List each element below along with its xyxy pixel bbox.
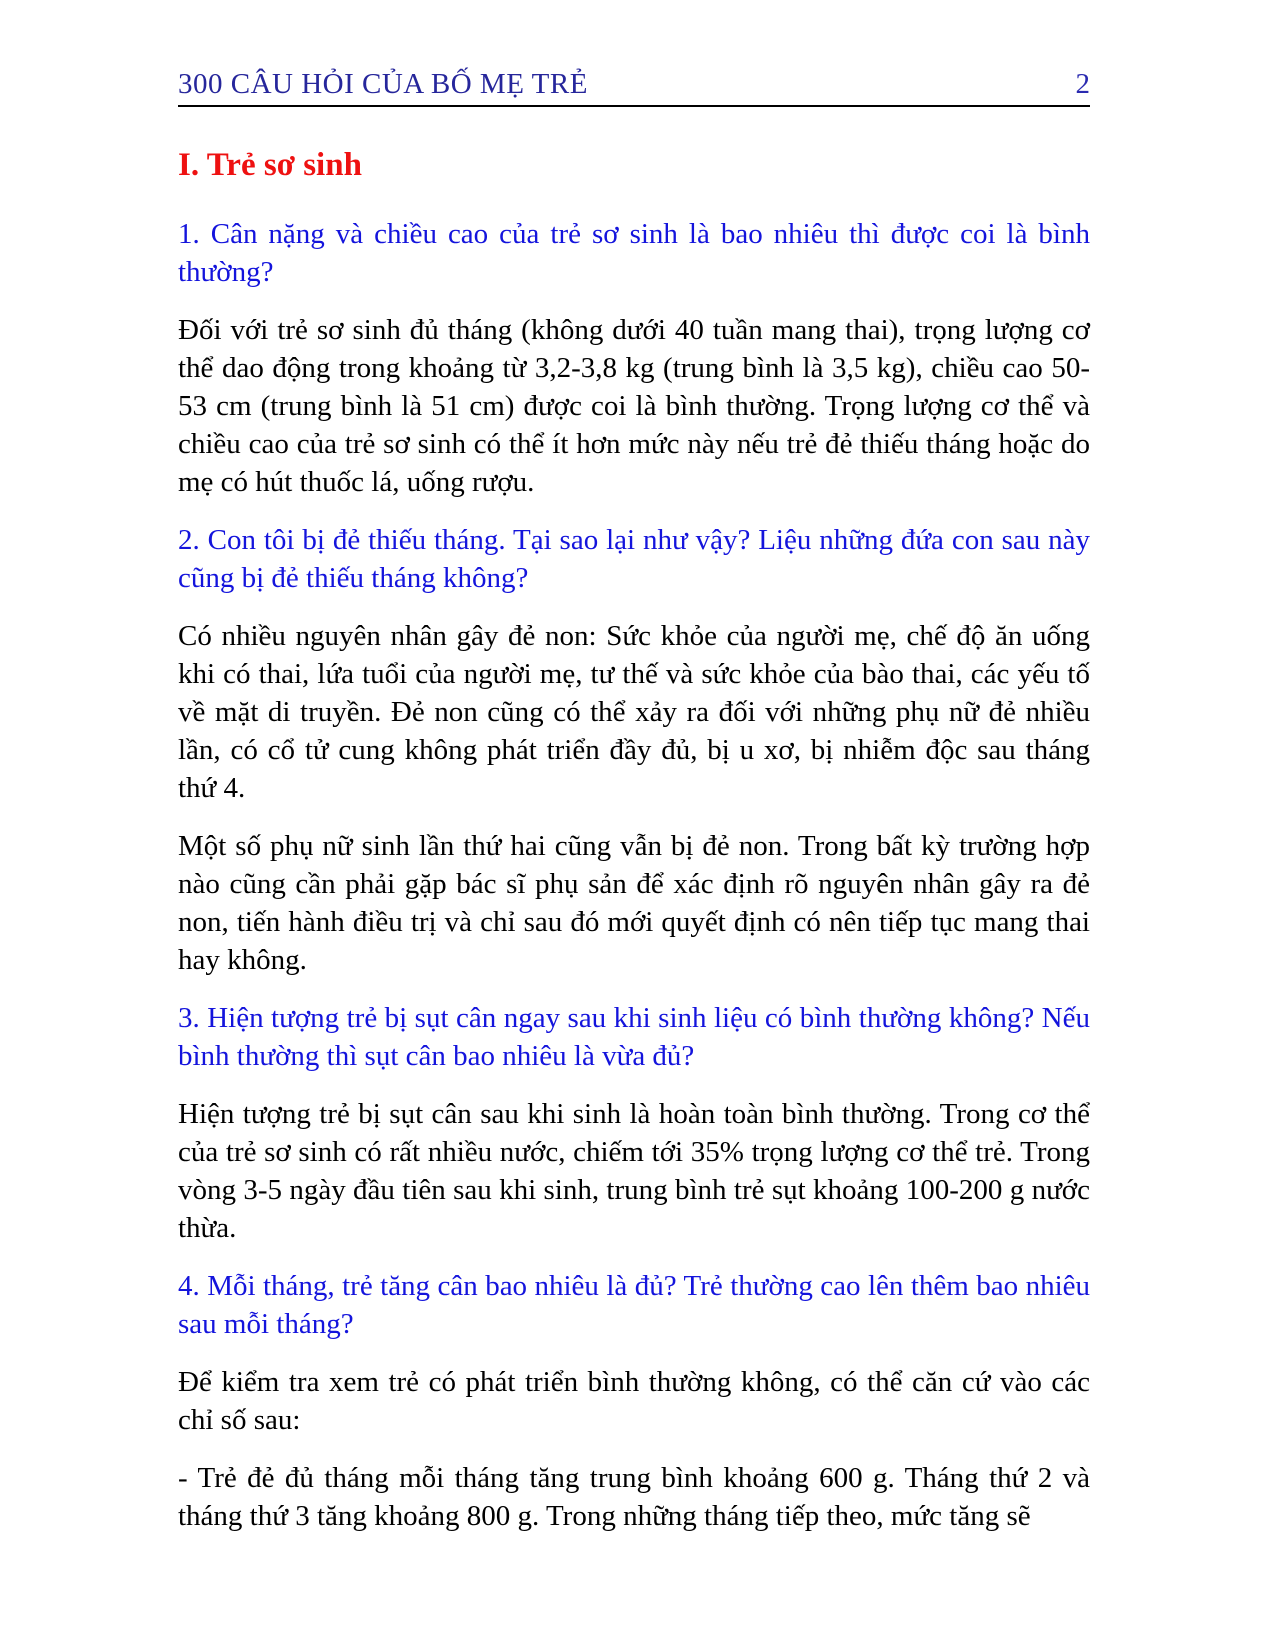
page-content (178, 68, 1090, 1555)
answer-1-paragraph: Đối với trẻ sơ sinh đủ tháng (không dưới 40 tuần mang thai), trọng lượng cơ thể dao động trong khoảng từ 3,2-3,8 kg (trung bình là 3,5 kg), chiều cao 50-53 cm (trung bình là 51 cm) được coi là bình thường. Trọng lượng cơ thể và chiều cao của trẻ sơ sinh có thể ít hơn mức này nếu trẻ đẻ thiếu tháng hoặc do mẹ có hút thuốc lá, uống rượu. (178, 314, 1090, 498)
answer-2-paragraph-1: Có nhiều nguyên nhân gây đẻ non: Sức khỏe của người mẹ, chế độ ăn uống khi có thai, lứa tuổi của người mẹ, tư thế và sức khỏe của bào thai, các yếu tố về mặt di truyền. Đẻ non cũng có thể xảy ra đối với những phụ nữ đẻ nhiều lần, có cổ tử cung không phát triển đầy đủ, bị u xơ, bị nhiễm độc sau tháng thứ 4. (178, 620, 1090, 804)
question-4: 4. Mỗi tháng, trẻ tăng cân bao nhiêu là đủ? Trẻ thường cao lên thêm bao nhiêu sau mỗi tháng? (178, 1270, 1090, 1340)
answer-4-paragraph-2: - Trẻ đẻ đủ tháng mỗi tháng tăng trung bình khoảng 600 g. Tháng thứ 2 và tháng thứ 3 tăng khoảng 800 g. Trong những tháng tiếp theo, mức tăng sẽ (178, 1462, 1090, 1532)
page-number: 2 (1075, 68, 1090, 100)
running-header (178, 68, 1090, 107)
question-2: 2. Con tôi bị đẻ thiếu tháng. Tại sao lại như vậy? Liệu những đứa con sau này cũng bị đẻ thiếu tháng không? (178, 524, 1090, 594)
answer-4-paragraph-1: Để kiểm tra xem trẻ có phát triển bình thường không, có thể căn cứ vào các chỉ số sau: (178, 1366, 1090, 1436)
header-title: 300 CÂU HỎI CỦA BỐ MẸ TRẺ (178, 68, 588, 100)
question-3: 3. Hiện tượng trẻ bị sụt cân ngay sau khi sinh liệu có bình thường không? Nếu bình thường thì sụt cân bao nhiêu là vừa đủ? (178, 1002, 1090, 1072)
answer-3-paragraph: Hiện tượng trẻ bị sụt cân sau khi sinh là hoàn toàn bình thường. Trong cơ thể của trẻ sơ sinh có rất nhiều nước, chiếm tới 35% trọng lượng cơ thể trẻ. Trong vòng 3-5 ngày đầu tiên sau khi sinh, trung bình trẻ sụt khoảng 100-200 g nước thừa. (178, 1098, 1090, 1244)
section-heading: I. Trẻ sơ sinh (178, 147, 362, 183)
answer-2-paragraph-2: Một số phụ nữ sinh lần thứ hai cũng vẫn bị đẻ non. Trong bất kỳ trường hợp nào cũng cần phải gặp bác sĩ phụ sản để xác định rõ nguyên nhân gây ra đẻ non, tiến hành điều trị và chỉ sau đó mới quyết định có nên tiếp tục mang thai hay không. (178, 830, 1090, 976)
question-1: 1. Cân nặng và chiều cao của trẻ sơ sinh là bao nhiêu thì được coi là bình thường? (178, 218, 1090, 288)
